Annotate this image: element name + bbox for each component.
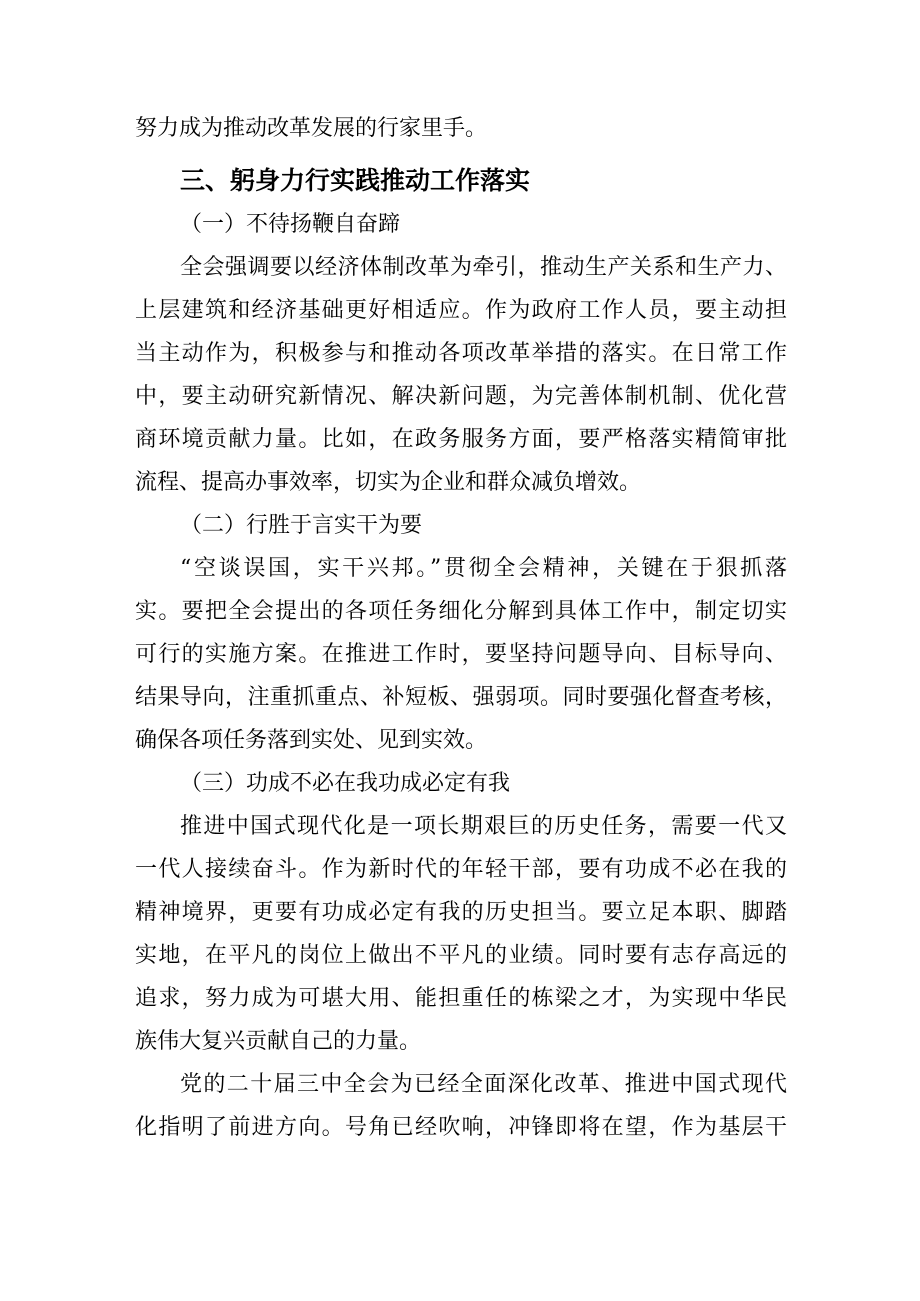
paragraph-line: “空谈误国，实干兴邦。”贯彻全会精神，关键在于狠抓落 <box>180 556 787 581</box>
paragraph-line: 一代人接续奋斗。作为新时代的年轻干部，要有功成不必在我的 <box>135 857 787 882</box>
paragraph-line: 商环境贡献力量。比如，在政务服务方面，要严格落实精简审批 <box>135 427 787 452</box>
paragraph-line: 结果导向，注重抓重点、补短板、强弱项。同时要强化督查考核， <box>135 685 787 710</box>
paragraph-line: 精神境界，更要有功成必定有我的历史担当。要立足本职、脚踏 <box>135 900 787 925</box>
paragraph-line: 上层建筑和经济基础更好相适应。作为政府工作人员，要主动担 <box>135 298 787 323</box>
paragraph-line: 追求，努力成为可堪大用、能担重任的栋梁之才，为实现中华民 <box>135 986 787 1011</box>
paragraph-line: 确保各项任务落到实处、见到实效。 <box>135 728 488 753</box>
paragraph-line: 党的二十届三中全会为已经全面深化改革、推进中国式现代 <box>180 1072 787 1097</box>
paragraph-line: 推进中国式现代化是一项长期艰巨的历史任务，需要一代又 <box>180 814 787 839</box>
subsection-heading: （二）行胜于言实干为要 <box>180 513 423 538</box>
paragraph-line: 努力成为推动改革发展的行家里手。 <box>135 116 488 141</box>
paragraph-line: 流程、提高办事效率，切实为企业和群众减负增效。 <box>135 470 642 495</box>
paragraph-line: 实。要把全会提出的各项任务细化分解到具体工作中，制定切实 <box>135 599 787 624</box>
subsection-heading: （一）不待扬鞭自奋蹄 <box>180 212 401 237</box>
paragraph-line: 族伟大复兴贡献自己的力量。 <box>135 1029 422 1054</box>
paragraph-line: 中，要主动研究新情况、解决新问题，为完善体制机制、优化营 <box>135 384 787 409</box>
section-heading: 三、躬身力行实践推动工作落实 <box>180 166 531 195</box>
subsection-heading: （三）功成不必在我功成必定有我 <box>180 771 511 796</box>
paragraph-line: 可行的实施方案。在推进工作时，要坚持问题导向、目标导向、 <box>135 642 787 667</box>
paragraph-line: 实地，在平凡的岗位上做出不平凡的业绩。同时要有志存高远的 <box>135 943 787 968</box>
paragraph-line: 当主动作为，积极参与和推动各项改革举措的落实。在日常工作 <box>135 341 787 366</box>
paragraph-line: 全会强调要以经济体制改革为牵引，推动生产关系和生产力、 <box>180 255 787 280</box>
paragraph-line: 化指明了前进方向。号角已经吹响，冲锋即将在望，作为基层干 <box>135 1115 787 1140</box>
